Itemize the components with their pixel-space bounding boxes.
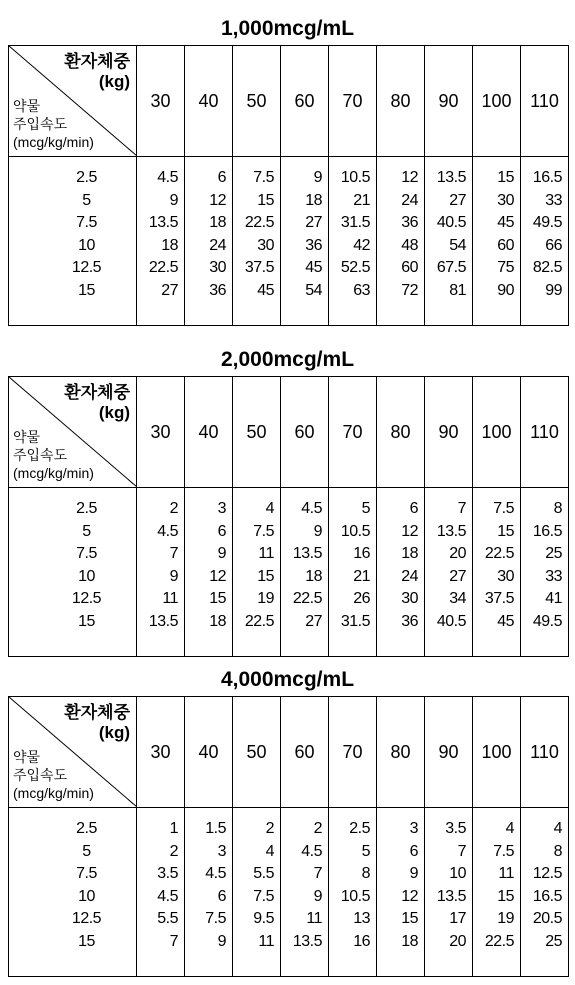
dose-value: 8 <box>361 865 370 882</box>
weight-header-cell: 60 <box>281 697 329 808</box>
weight-unit: (kg) <box>98 403 130 422</box>
dose-value: 67.5 <box>436 259 466 276</box>
dose-value: 12.5 <box>532 865 562 882</box>
rate-value: 15 <box>78 612 95 630</box>
dosage-table <box>8 376 569 657</box>
dose-value: 17 <box>449 910 466 927</box>
dose-value: 10.5 <box>340 522 370 540</box>
dose-value: 6 <box>217 169 226 186</box>
dose-column <box>185 808 233 977</box>
dose-value: 15 <box>497 522 514 540</box>
dose-column <box>137 808 185 977</box>
dose-value: 82.5 <box>532 259 562 276</box>
dose-value: 9 <box>409 865 418 882</box>
weight-axis-label <box>64 383 130 423</box>
weight-header-cell: 30 <box>137 46 185 157</box>
dose-value: 12 <box>401 169 418 186</box>
dose-value: 30 <box>497 191 514 209</box>
rate-value: 15 <box>78 932 95 950</box>
dose-column <box>233 808 281 977</box>
weight-header-cell: 110 <box>521 377 569 488</box>
dose-value: 72 <box>401 281 418 299</box>
infusion-rate-label: 주입속도 <box>13 116 68 132</box>
dose-column <box>233 488 281 657</box>
dose-column <box>329 808 377 977</box>
dose-value: 3.5 <box>157 865 178 882</box>
dose-value: 9 <box>169 191 178 209</box>
weight-header-cell: 80 <box>377 377 425 488</box>
weight-header-cell: 70 <box>329 46 377 157</box>
dose-value: 7.5 <box>493 842 514 860</box>
dose-value: 9 <box>217 545 226 562</box>
rate-value: 10 <box>78 236 95 254</box>
dose-value: 60 <box>401 259 418 276</box>
dose-value: 4.5 <box>157 522 178 540</box>
rate-value: 12.5 <box>71 590 102 607</box>
dose-value: 6 <box>217 887 226 905</box>
dose-value: 1 <box>169 820 178 837</box>
drug-label: 약물 <box>13 429 41 445</box>
dose-value: 18 <box>209 612 226 630</box>
dose-value: 1.5 <box>205 820 226 837</box>
dose-value: 5 <box>361 500 370 517</box>
dose-value: 16 <box>353 932 370 950</box>
dose-value: 4.5 <box>157 169 178 186</box>
dose-value: 30 <box>257 236 274 254</box>
dose-column <box>473 808 521 977</box>
dose-value: 27 <box>449 191 466 209</box>
dose-value: 9.5 <box>253 910 274 927</box>
dose-value: 22.5 <box>484 932 514 950</box>
dose-value: 8 <box>553 500 562 517</box>
dose-value: 10.5 <box>340 887 370 905</box>
weight-header-cell: 80 <box>377 46 425 157</box>
dose-value: 7.5 <box>253 522 274 540</box>
weight-header-cell: 90 <box>425 377 473 488</box>
dose-column <box>281 808 329 977</box>
dose-value: 5.5 <box>253 865 274 882</box>
dose-value: 52.5 <box>340 259 370 276</box>
dose-value: 6 <box>409 842 418 860</box>
dose-value: 16.5 <box>532 887 562 905</box>
dose-value: 6 <box>409 500 418 517</box>
dose-value: 4 <box>505 820 514 837</box>
weight-header-cell: 70 <box>329 377 377 488</box>
dose-value: 40.5 <box>436 612 466 630</box>
dose-value: 22.5 <box>484 545 514 562</box>
dose-value: 22.5 <box>244 612 274 630</box>
dose-value: 41 <box>545 590 562 607</box>
dose-value: 54 <box>449 236 466 254</box>
dose-value: 15 <box>209 590 226 607</box>
weight-header-cell: 50 <box>233 46 281 157</box>
dose-value: 34 <box>449 590 466 607</box>
dose-value: 26 <box>353 590 370 607</box>
dose-column <box>425 808 473 977</box>
dose-value: 13.5 <box>436 522 466 540</box>
dose-value: 7 <box>457 842 466 860</box>
dose-value: 2.5 <box>349 820 370 837</box>
weight-axis-label <box>64 52 130 92</box>
rate-column <box>9 808 137 977</box>
dose-column <box>377 157 425 326</box>
dose-value: 20 <box>449 932 466 950</box>
dose-value: 16.5 <box>532 169 562 186</box>
dose-value: 7.5 <box>253 169 274 186</box>
dose-value: 30 <box>401 590 418 607</box>
dose-value: 27 <box>305 612 322 630</box>
rate-value: 7.5 <box>76 545 97 562</box>
dose-value: 36 <box>401 214 418 231</box>
rate-value: 5 <box>82 522 91 540</box>
dose-value: 4.5 <box>205 865 226 882</box>
rate-value: 2.5 <box>76 500 97 517</box>
weight-label: 환자체중 <box>64 52 130 71</box>
dose-value: 24 <box>401 567 418 585</box>
dose-value: 25 <box>545 545 562 562</box>
dose-value: 27 <box>305 214 322 231</box>
weight-header-cell: 110 <box>521 697 569 808</box>
dose-value: 7 <box>169 932 178 950</box>
dose-value: 33 <box>545 567 562 585</box>
dose-value: 42 <box>353 236 370 254</box>
weight-header-cell: 40 <box>185 697 233 808</box>
corner-header-cell <box>9 377 137 488</box>
weight-header-cell: 80 <box>377 697 425 808</box>
dose-value: 45 <box>305 259 322 276</box>
dose-value: 9 <box>169 567 178 585</box>
infusion-rate-label: 주입속도 <box>13 767 68 783</box>
dose-value: 21 <box>353 567 370 585</box>
dose-value: 19 <box>257 590 274 607</box>
dose-value: 30 <box>497 567 514 585</box>
dose-value: 9 <box>313 169 322 186</box>
dose-value: 9 <box>313 887 322 905</box>
table-title: 1,000mcg/mL <box>220 17 355 40</box>
dose-value: 30 <box>209 259 226 276</box>
dose-column <box>473 488 521 657</box>
dose-value: 3 <box>217 500 226 517</box>
dose-value: 15 <box>401 910 418 927</box>
dose-value: 10 <box>449 865 466 882</box>
dose-value: 11 <box>258 932 274 950</box>
weight-header-cell: 90 <box>425 697 473 808</box>
dose-value: 3.5 <box>445 820 466 837</box>
dose-value: 36 <box>209 281 226 299</box>
dose-value: 2 <box>265 820 274 837</box>
dose-value: 16.5 <box>532 522 562 540</box>
weight-header-cell: 50 <box>233 697 281 808</box>
dose-value: 4 <box>553 820 562 837</box>
dose-value: 81 <box>449 281 466 299</box>
dosage-table <box>8 696 569 977</box>
dose-value: 27 <box>449 567 466 585</box>
rate-value: 12.5 <box>71 259 102 276</box>
dose-value: 2 <box>313 820 322 837</box>
dose-value: 45 <box>497 214 514 231</box>
weight-header-cell: 100 <box>473 377 521 488</box>
dose-value: 90 <box>497 281 514 299</box>
rate-value: 7.5 <box>76 865 97 882</box>
dose-column <box>137 488 185 657</box>
dose-value: 60 <box>497 236 514 254</box>
corner-header-cell <box>9 46 137 157</box>
rate-value: 15 <box>78 281 95 299</box>
dose-value: 20.5 <box>532 910 562 927</box>
dose-value: 11 <box>162 590 178 607</box>
dose-value: 7 <box>169 545 178 562</box>
dose-value: 4.5 <box>157 887 178 905</box>
weight-header-cell: 50 <box>233 377 281 488</box>
rate-unit: (mcg/kg/min) <box>13 134 94 150</box>
rate-value: 10 <box>78 887 95 905</box>
rate-value: 2.5 <box>76 820 97 837</box>
dose-value: 36 <box>305 236 322 254</box>
dose-value: 18 <box>161 236 178 254</box>
weight-header-cell: 40 <box>185 377 233 488</box>
weight-label: 환자체중 <box>64 383 130 402</box>
dose-value: 8 <box>553 842 562 860</box>
dose-value: 3 <box>217 842 226 860</box>
dose-value: 31.5 <box>340 612 370 630</box>
dose-value: 66 <box>545 236 562 254</box>
weight-header-cell: 30 <box>137 697 185 808</box>
dose-value: 15 <box>497 169 514 186</box>
dose-column <box>521 808 569 977</box>
weight-header-cell: 100 <box>473 697 521 808</box>
weight-header-cell: 60 <box>281 46 329 157</box>
dose-value: 37.5 <box>244 259 274 276</box>
dose-value: 7.5 <box>205 910 226 927</box>
rate-value: 5 <box>82 842 91 860</box>
weight-header-cell: 40 <box>185 46 233 157</box>
dose-column <box>473 157 521 326</box>
dose-value: 13 <box>353 910 370 927</box>
infusion-rate-label: 주입속도 <box>13 447 68 463</box>
dose-column <box>185 488 233 657</box>
weight-unit: (kg) <box>98 72 130 91</box>
rate-axis-label <box>13 428 94 482</box>
dose-column <box>185 157 233 326</box>
dose-column <box>377 488 425 657</box>
drug-label: 약물 <box>13 98 41 114</box>
dose-column <box>281 157 329 326</box>
dose-value: 22.5 <box>292 590 322 607</box>
dose-value: 45 <box>257 281 274 299</box>
dose-value: 19 <box>497 910 514 927</box>
rate-value: 7.5 <box>76 214 97 231</box>
weight-header-cell: 60 <box>281 377 329 488</box>
dose-value: 9 <box>217 932 226 950</box>
dose-column <box>521 488 569 657</box>
dose-value: 18 <box>209 214 226 231</box>
dose-value: 99 <box>545 281 562 299</box>
dose-value: 4 <box>265 842 274 860</box>
weight-label: 환자체중 <box>64 703 130 722</box>
dose-value: 27 <box>161 281 178 299</box>
dose-value: 13.5 <box>292 932 322 950</box>
dose-column <box>281 488 329 657</box>
dose-value: 5.5 <box>157 910 178 927</box>
dose-value: 2 <box>169 500 178 517</box>
dose-value: 3 <box>409 820 418 837</box>
dose-value: 4 <box>265 500 274 517</box>
dose-value: 13.5 <box>148 214 178 231</box>
dose-value: 7 <box>457 500 466 517</box>
rate-unit: (mcg/kg/min) <box>13 465 94 481</box>
dose-value: 12 <box>401 887 418 905</box>
dose-value: 15 <box>257 191 274 209</box>
dose-value: 4.5 <box>301 842 322 860</box>
dose-value: 75 <box>497 259 514 276</box>
dose-value: 24 <box>401 191 418 209</box>
dose-value: 10.5 <box>340 169 370 186</box>
table-title: 2,000mcg/mL <box>220 348 355 371</box>
dose-value: 5 <box>361 842 370 860</box>
rate-value: 10 <box>78 567 95 585</box>
table-title: 4,000mcg/mL <box>220 668 355 691</box>
dose-value: 54 <box>305 281 322 299</box>
dose-value: 24 <box>209 236 226 254</box>
dose-value: 18 <box>305 567 322 585</box>
dose-value: 7 <box>313 865 322 882</box>
dose-value: 9 <box>313 522 322 540</box>
dose-column <box>329 488 377 657</box>
dose-column <box>521 157 569 326</box>
rate-unit: (mcg/kg/min) <box>13 785 94 801</box>
weight-header-cell: 70 <box>329 697 377 808</box>
dose-value: 36 <box>401 612 418 630</box>
dose-value: 11 <box>498 865 514 882</box>
rate-column <box>9 157 137 326</box>
dose-value: 2 <box>169 842 178 860</box>
dose-value: 31.5 <box>340 214 370 231</box>
dose-value: 6 <box>217 522 226 540</box>
dose-value: 18 <box>401 932 418 950</box>
dose-column <box>377 808 425 977</box>
dose-value: 22.5 <box>148 259 178 276</box>
dose-value: 7.5 <box>493 500 514 517</box>
corner-header-cell <box>9 697 137 808</box>
weight-header-cell: 100 <box>473 46 521 157</box>
weight-axis-label <box>64 703 130 743</box>
rate-value: 5 <box>82 191 91 209</box>
dose-value: 12 <box>401 522 418 540</box>
weight-header-cell: 30 <box>137 377 185 488</box>
dose-value: 45 <box>497 612 514 630</box>
dose-value: 15 <box>497 887 514 905</box>
dose-value: 49.5 <box>532 612 562 630</box>
dose-column <box>425 488 473 657</box>
dose-value: 13.5 <box>436 169 466 186</box>
dose-value: 7.5 <box>253 887 274 905</box>
rate-axis-label <box>13 97 94 151</box>
weight-header-cell: 90 <box>425 46 473 157</box>
dose-value: 22.5 <box>244 214 274 231</box>
dose-value: 21 <box>353 191 370 209</box>
dose-value: 49.5 <box>532 214 562 231</box>
rate-value: 2.5 <box>76 169 97 186</box>
rate-axis-label <box>13 748 94 802</box>
weight-header-cell: 110 <box>521 46 569 157</box>
dose-value: 15 <box>257 567 274 585</box>
weight-unit: (kg) <box>98 723 130 742</box>
dose-value: 18 <box>305 191 322 209</box>
dose-value: 11 <box>306 910 322 927</box>
dose-value: 63 <box>353 281 370 299</box>
dose-value: 12 <box>209 191 226 209</box>
drug-label: 약물 <box>13 749 41 765</box>
dose-column <box>137 157 185 326</box>
rate-value: 12.5 <box>71 910 102 927</box>
dose-value: 13.5 <box>292 545 322 562</box>
dose-value: 18 <box>401 545 418 562</box>
dose-value: 4.5 <box>301 500 322 517</box>
dose-value: 20 <box>449 545 466 562</box>
dose-value: 11 <box>258 545 274 562</box>
dose-column <box>329 157 377 326</box>
dose-value: 12 <box>209 567 226 585</box>
dose-value: 25 <box>545 932 562 950</box>
dose-value: 13.5 <box>436 887 466 905</box>
dose-value: 13.5 <box>148 612 178 630</box>
dose-value: 16 <box>353 545 370 562</box>
dose-column <box>233 157 281 326</box>
rate-column <box>9 488 137 657</box>
dose-value: 48 <box>401 236 418 254</box>
dose-column <box>425 157 473 326</box>
dosage-table <box>8 45 569 326</box>
dose-value: 37.5 <box>484 590 514 607</box>
dose-value: 33 <box>545 191 562 209</box>
dose-value: 40.5 <box>436 214 466 231</box>
